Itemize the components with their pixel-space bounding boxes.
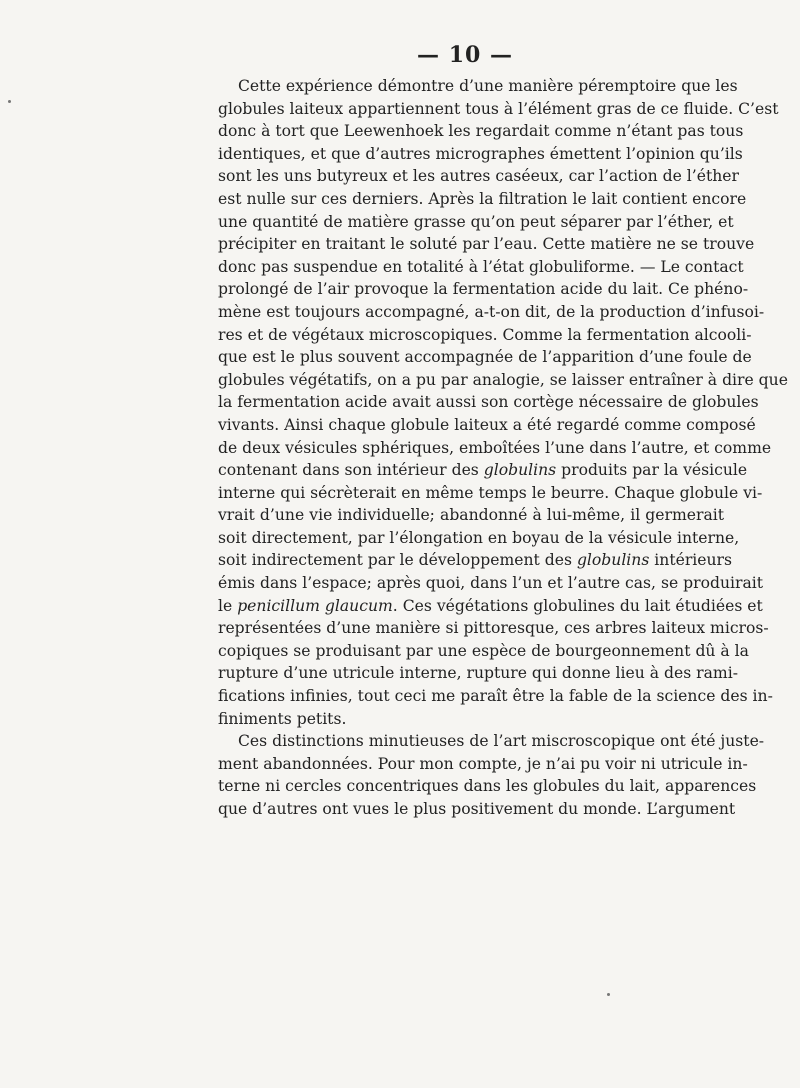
text-line: prolongé de l’air provoque la fermentation acide du lait. Ce phéno-: [218, 280, 749, 299]
text-line: ment abandonnées. Pour mon compte, je n’ai pu voir ni utricule in-: [218, 754, 748, 773]
text-line: est nulle sur ces derniers. Après la filtration le lait contient encore: [218, 189, 747, 208]
text-line: copiques se produisant par une espèce de bourgeonnement dû à la: [218, 641, 749, 660]
text-line: terne ni cercles concentriques dans les globules du lait, apparences: [218, 777, 757, 796]
text-line: que d’autres ont vues le plus positivement du monde. L’argument: [218, 800, 736, 818]
ink-speck: [607, 993, 610, 996]
paragraph: [218, 730, 765, 820]
text-line: Ces distinctions minutieuses de l’art miscroscopique ont été juste-: [238, 732, 765, 751]
text-line: mène est toujours accompagné, a-t-on dit, de la production d’infusoi-: [218, 302, 765, 321]
text-line: identiques, et que d’autres micrographes émettent l’opinion qu’ils: [218, 144, 743, 163]
body-text: [218, 75, 788, 821]
text-line: le penicillum glaucum. Ces végétations globulines du lait étudiées et: [218, 596, 763, 615]
page-number: — 10 —: [417, 42, 513, 68]
text-line: res et de végétaux microscopiques. Comme la fermentation alcooli-: [218, 325, 752, 344]
text-line: finiments petits.: [218, 709, 347, 728]
text-line: vivants. Ainsi chaque globule laiteux a été regardé comme composé: [218, 415, 756, 434]
text-line: contenant dans son intérieur des globulins produits par la vésicule: [218, 461, 748, 480]
text-line: Cette expérience démontre d’une manière péremptoire que les: [238, 77, 738, 95]
text-line: la fermentation acide avait aussi son cortège nécessaire de globules: [218, 393, 759, 412]
text-line: de deux vésicules sphériques, emboîtées l’une dans l’autre, et comme: [218, 438, 772, 457]
ink-speck: [8, 100, 11, 103]
text-line: soit indirectement par le développement des globulins intérieurs: [218, 551, 732, 570]
paragraph: [218, 75, 788, 730]
text-line: donc pas suspendue en totalité à l’état globuliforme. — Le contact: [218, 257, 744, 276]
text-line: précipiter en traitant le soluté par l’eau. Cette matière ne se trouve: [218, 235, 755, 254]
text-line: rupture d’une utricule interne, rupture qui donne lieu à des rami-: [218, 664, 738, 683]
text-line: sont les uns butyreux et les autres caséeux, car l’action de l’éther: [218, 167, 739, 186]
text-line: que est le plus souvent accompagnée de l’apparition d’une foule de: [218, 348, 752, 367]
text-line: interne qui sécrèterait en même temps le beurre. Chaque globule vi-: [218, 483, 763, 502]
text-line: globules laiteux appartiennent tous à l’élément gras de ce fluide. C’est: [218, 99, 779, 118]
text-line: soit directement, par l’élongation en boyau de la vésicule interne,: [218, 528, 740, 547]
text-line: vrait d’une vie individuelle; abandonné à lui-même, il germerait: [218, 506, 724, 525]
text-line: donc à tort que Leewenhoek les regardait comme n’étant pas tous: [218, 122, 744, 141]
text-line: une quantité de matière grasse qu’on peut séparer par l’éther, et: [218, 212, 734, 231]
text-line: fications infinies, tout ceci me paraît être la fable de la science des in-: [218, 687, 773, 706]
text-line: globules végétatifs, on a pu par analogie, se laisser entraîner à dire que: [218, 370, 788, 389]
text-line: émis dans l’espace; après quoi, dans l’un et l’autre cas, se produirait: [218, 574, 763, 593]
text-line: représentées d’une manière si pittoresque, ces arbres laiteux micros-: [218, 619, 769, 638]
